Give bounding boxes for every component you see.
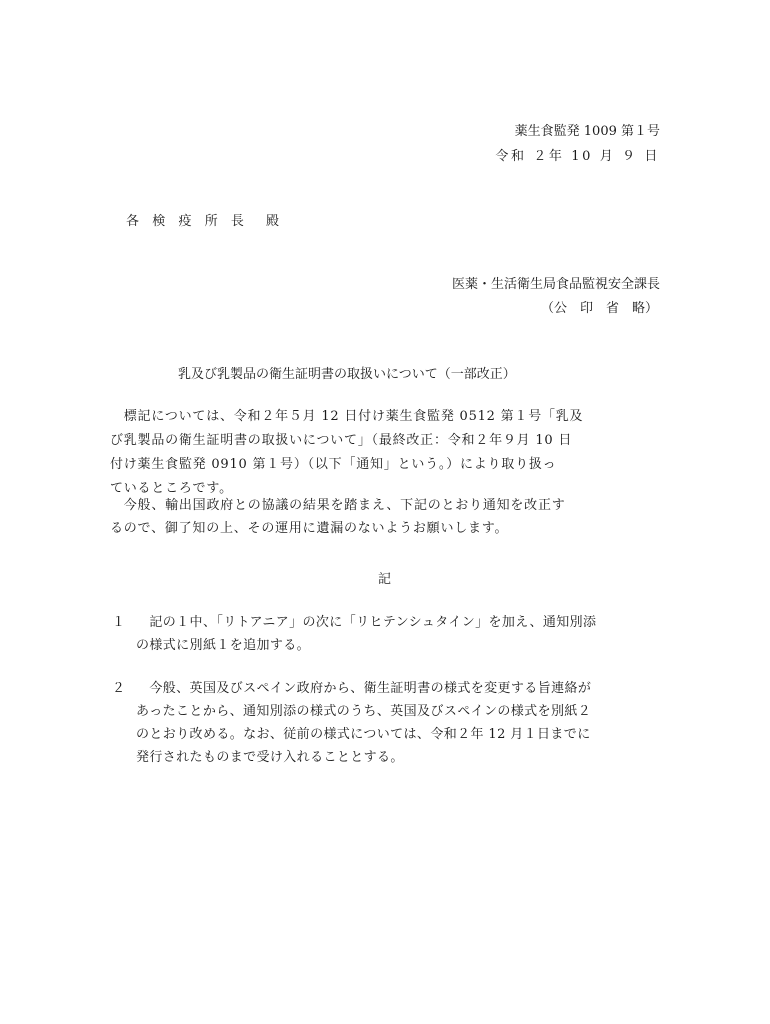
item-2-line: あったことから、通知別添の様式のうち、英国及びスペインの様式を別紙２ — [136, 704, 592, 719]
document-date: 令和 ２年 10 月 ９ 日 — [495, 149, 660, 164]
sender-name: 医薬・生活衛生局食品監視安全課長 — [451, 277, 660, 292]
body-paragraph-1-line: ているところです。 — [110, 481, 233, 496]
addressee: 各 検 疫 所 長 殿 — [126, 214, 284, 229]
body-paragraph-2-line: るので、御了知の上、その運用に遺漏のないようお願いします。 — [110, 521, 509, 536]
document-title: 乳及び乳製品の衛生証明書の取扱いについて（一部改正） — [178, 367, 516, 382]
sender-seal-note: （公 印 省 略） — [540, 301, 658, 316]
item-2-line: 発行されたものまで受け入れることとする。 — [136, 750, 404, 765]
item-2-line: 今般、英国及びスペイン政府から、衛生証明書の様式を変更する旨連絡が — [136, 681, 592, 696]
item-2-number: ２ — [112, 681, 126, 696]
item-1-number: １ — [112, 615, 126, 630]
body-paragraph-1-line: 標記については、令和２年５月 12 日付け薬生食監発 0512 第１号「乳及 — [110, 409, 584, 424]
body-paragraph-2-line: 今般、輸出国政府との協議の結果を踏まえ、下記のとおり通知を改正す — [110, 498, 566, 513]
item-1-line: の様式に別紙１を追加する。 — [136, 638, 311, 653]
body-paragraph-1-line: 付け薬生食監発 0910 第１号）（以下「通知」という。）により取り扱っ — [110, 457, 557, 472]
ki-heading: 記 — [378, 572, 392, 587]
item-1-line: 記の１中、「リトアニア」の次に「リヒテンシュタイン」を加え、通知別添 — [136, 615, 597, 630]
document-number: 薬生食監発 1009 第１号 — [514, 124, 660, 139]
item-2-line: のとおり改める。なお、従前の様式については、令和２年 12 月１日までに — [136, 727, 591, 742]
body-paragraph-1-line: び乳製品の衛生証明書の取扱いについて」（最終改正：令和２年９月 10 日 — [110, 433, 573, 448]
